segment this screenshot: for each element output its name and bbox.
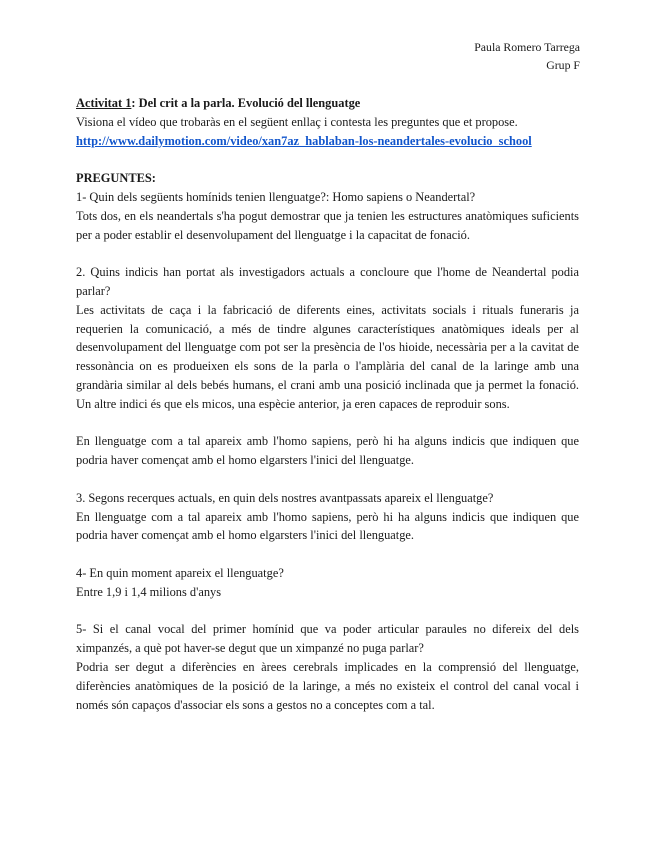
answer-3: En llenguatge com a tal apareix amb l'homo sapiens, però hi ha alguns indicis que indiquen que podria haver començat amb el homo elgarsters l'inici del llenguatge. xyxy=(76,509,579,543)
answer-1: Tots dos, en els neandertals s'ha pogut demostrar que ja tenien les estructures anatòmiques suficients per a poder establir el desenvolupament del llenguatge i la capacitat de fonació. xyxy=(76,208,579,242)
document-header xyxy=(474,38,580,74)
questions-heading: PREGUNTES: xyxy=(76,171,156,186)
spacer xyxy=(76,545,579,564)
spacer xyxy=(76,244,579,263)
question-1: 1- Quin dels següents homínids tenien llenguatge?: Homo sapiens o Neandertal? xyxy=(76,189,476,204)
answer-2: Les activitats de caça i la fabricació de diferents eines, activitats socials i rituals funeraris ja requerien la comunicació, a més de tindre algunes característiques anatòmiques ideals per al desenvolupament del llenguatge com pot ser la presència de l'os hioide, necessària per a la cavitat de ressonància on es produeixen els sons de la parla o l'amplària del canal de la laringe amb una grandària similar al dels bebés humans, el crani amb una posició inclinada que ja permet la fonació. Un altre indici és que els micos, una espècie anterior, ja eren capaces de reproduir sons. xyxy=(76,302,579,411)
answer-5: Podria ser degut a diferències en àrees cerebrals implicades en la comprensió del llenguatge, diferències anatòmiques de la posició de la laringe, a més no existeix el control del canal vocal i només són capaços d'associar els sons a gestos no a conceptes com a tal. xyxy=(76,659,579,712)
author-name: Paula Romero Tarrega xyxy=(474,40,580,54)
activity-title xyxy=(76,94,579,113)
spacer xyxy=(76,414,579,433)
spacer xyxy=(76,470,579,489)
question-3: 3. Segons recerques actuals, en quin dels nostres avantpassats apareix el llenguatge? xyxy=(76,490,494,505)
question-2: 2. Quins indicis han portat als investigadors actuals a concloure que l'home de Neandertal podia parlar? xyxy=(76,265,579,298)
video-link[interactable]: http://www.dailymotion.com/video/xan7az_hablaban-los-neandertales-evolucio_school xyxy=(76,133,532,148)
group-label: Grup F xyxy=(546,58,580,72)
document-body xyxy=(76,94,579,714)
question-4: 4- En quin moment apareix el llenguatge? xyxy=(76,565,284,580)
answer-4: Entre 1,9 i 1,4 milions d'anys xyxy=(76,584,222,599)
activity-title-text: : Del crit a la parla. Evolució del llenguatge xyxy=(131,96,361,110)
answer-2-extra: En llenguatge com a tal apareix amb l'homo sapiens, però hi ha alguns indicis que indiquen que podria haver començat amb el homo elgarsters l'inici del llenguatge. xyxy=(76,434,579,468)
instructions-text: Visiona el vídeo que trobaràs en el següent enllaç i contesta les preguntes que et propose. xyxy=(76,114,518,129)
spacer xyxy=(76,602,579,621)
question-5: 5- Si el canal vocal del primer homínid que va poder articular paraules no difereix del dels ximpanzés, a què pot haver-se degut que un ximpanzé no puga parlar? xyxy=(76,622,579,656)
activity-title-label: Activitat 1 xyxy=(76,96,132,110)
